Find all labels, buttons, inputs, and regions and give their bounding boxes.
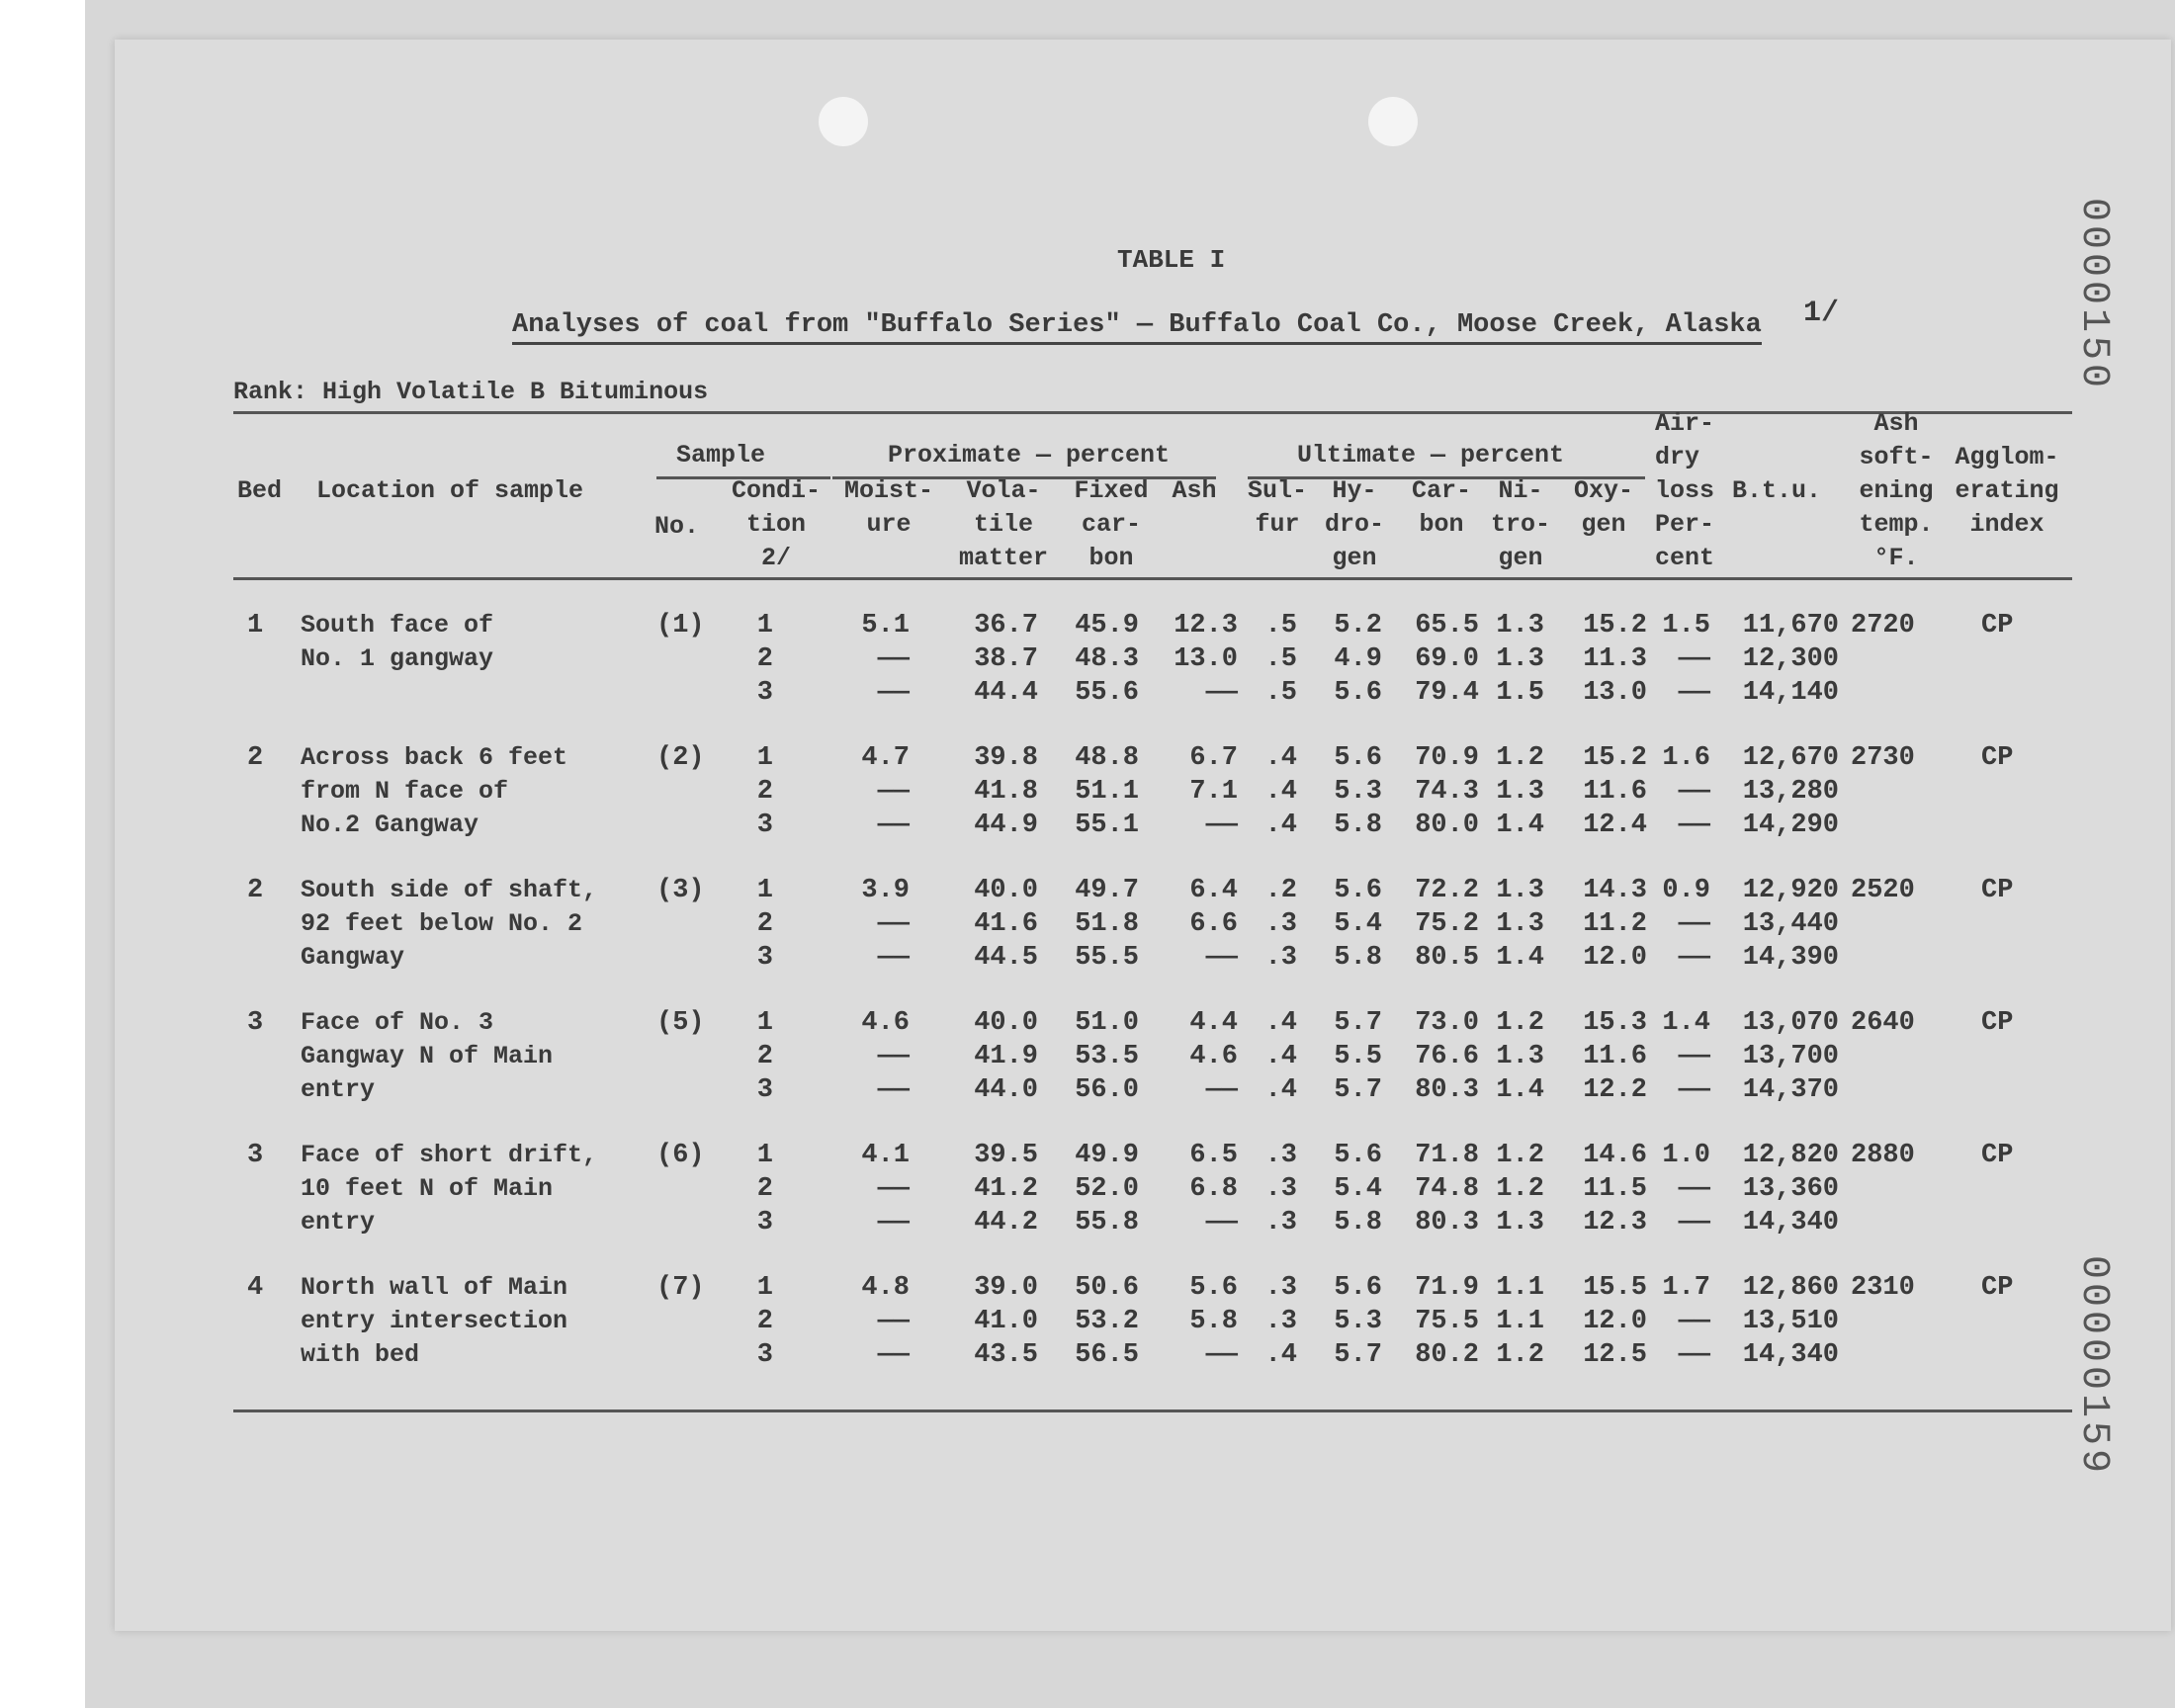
cell-condition: 2: [756, 1174, 773, 1204]
cell-fixed-carbon: 49.7: [1075, 876, 1139, 905]
page-stamp-top: 0000150: [2071, 198, 2116, 392]
cell-fixed-carbon: 55.1: [1075, 811, 1139, 840]
cell-oxygen: 11.6: [1583, 777, 1647, 807]
cell-ash-softening: 2880: [1851, 1141, 1915, 1170]
header-moisture: Moist- ure: [843, 476, 933, 539]
cell-airdry: ——: [1678, 1042, 1710, 1071]
header-oxygen: Oxy- gen: [1573, 476, 1633, 539]
cell-bed: 2: [247, 876, 264, 905]
cell-carbon: 75.2: [1415, 909, 1479, 939]
cell-condition: 1: [756, 1008, 773, 1038]
cell-carbon: 76.6: [1415, 1042, 1479, 1071]
cell-sulfur: .3: [1264, 1141, 1297, 1170]
cell-volatile: 39.5: [974, 1141, 1038, 1170]
cell-fixed-carbon: 48.3: [1075, 644, 1139, 674]
cell-nitrogen: 1.3: [1496, 876, 1544, 905]
cell-condition: 3: [756, 1075, 773, 1105]
cell-nitrogen: 1.4: [1496, 1075, 1544, 1105]
cell-fixed-carbon: 53.5: [1075, 1042, 1139, 1071]
cell-agglomerating: CP: [1981, 611, 2014, 640]
cell-agglomerating: CP: [1981, 1141, 2014, 1170]
cell-airdry: ——: [1678, 1208, 1710, 1238]
cell-nitrogen: 1.2: [1496, 1174, 1544, 1204]
cell-volatile: 36.7: [974, 611, 1038, 640]
cell-ash: 4.6: [1189, 1042, 1238, 1071]
header-ash-softening: Ash soft- ening temp. °F.: [1859, 409, 1934, 572]
cell-airdry: 0.9: [1662, 876, 1710, 905]
cell-oxygen: 15.3: [1583, 1008, 1647, 1038]
cell-volatile: 44.0: [974, 1075, 1038, 1105]
cell-location-line: No.2 Gangway: [301, 811, 479, 839]
cell-ash-softening: 2520: [1851, 876, 1915, 905]
cell-sulfur: .3: [1264, 909, 1297, 939]
cell-ash-softening: 2720: [1851, 611, 1915, 640]
cell-nitrogen: 1.5: [1496, 678, 1544, 708]
cell-btu: 12,860: [1742, 1273, 1839, 1303]
cell-condition: 2: [756, 777, 773, 807]
header-hydrogen: Hy- dro- gen: [1324, 476, 1384, 572]
cell-sulfur: .4: [1264, 777, 1297, 807]
punch-hole: [1368, 97, 1418, 146]
cell-condition: 3: [756, 1208, 773, 1238]
header-volatile: Vola- tile matter: [958, 476, 1048, 572]
cell-sulfur: .3: [1264, 1307, 1297, 1336]
cell-sulfur: .4: [1264, 1340, 1297, 1370]
cell-moisture: ——: [877, 1208, 910, 1238]
cell-btu: 13,280: [1742, 777, 1839, 807]
header-condition: Condi- tion 2/: [731, 476, 821, 572]
cell-sulfur: .4: [1264, 743, 1297, 773]
table-bottom-rule: [233, 1409, 2072, 1412]
rank-label: Rank: High Volatile B Bituminous: [233, 378, 709, 406]
cell-moisture: 5.1: [861, 611, 910, 640]
cell-agglomerating: CP: [1981, 1008, 2014, 1038]
cell-oxygen: 12.0: [1583, 943, 1647, 973]
cell-nitrogen: 1.4: [1496, 811, 1544, 840]
cell-location-line: Face of No. 3: [301, 1008, 494, 1037]
cell-moisture: ——: [877, 777, 910, 807]
cell-ash: 6.6: [1189, 909, 1238, 939]
cell-volatile: 40.0: [974, 1008, 1038, 1038]
cell-location-line: South face of: [301, 611, 494, 640]
cell-hydrogen: 5.6: [1334, 743, 1382, 773]
cell-condition: 1: [756, 743, 773, 773]
cell-btu: 14,370: [1742, 1075, 1839, 1105]
cell-carbon: 75.5: [1415, 1307, 1479, 1336]
cell-ash: 6.5: [1189, 1141, 1238, 1170]
cell-btu: 14,390: [1742, 943, 1839, 973]
cell-ash: 5.6: [1189, 1273, 1238, 1303]
header-top-rule: [233, 411, 2072, 414]
cell-moisture: ——: [877, 1075, 910, 1105]
cell-carbon: 80.5: [1415, 943, 1479, 973]
cell-sample-no: (3): [656, 876, 705, 905]
cell-oxygen: 12.2: [1583, 1075, 1647, 1105]
cell-fixed-carbon: 49.9: [1075, 1141, 1139, 1170]
cell-btu: 13,360: [1742, 1174, 1839, 1204]
cell-fixed-carbon: 53.2: [1075, 1307, 1139, 1336]
cell-bed: 3: [247, 1141, 264, 1170]
cell-oxygen: 14.6: [1583, 1141, 1647, 1170]
cell-volatile: 41.0: [974, 1307, 1038, 1336]
cell-airdry: 1.0: [1662, 1141, 1710, 1170]
cell-ash: 6.4: [1189, 876, 1238, 905]
cell-location-line: entry: [301, 1075, 376, 1104]
cell-hydrogen: 4.9: [1334, 644, 1382, 674]
cell-fixed-carbon: 55.5: [1075, 943, 1139, 973]
cell-nitrogen: 1.2: [1496, 1008, 1544, 1038]
header-airdry: Air- dry loss Per- cent: [1655, 409, 1715, 572]
cell-nitrogen: 1.3: [1496, 1042, 1544, 1071]
cell-moisture: 4.1: [861, 1141, 910, 1170]
cell-bed: 3: [247, 1008, 264, 1038]
cell-carbon: 71.9: [1415, 1273, 1479, 1303]
cell-moisture: ——: [877, 943, 910, 973]
cell-airdry: 1.4: [1662, 1008, 1710, 1038]
table-label: TABLE I: [1117, 245, 1226, 275]
cell-fixed-carbon: 51.8: [1075, 909, 1139, 939]
cell-ash: ——: [1205, 1340, 1238, 1370]
header-proximate-group: Proximate — percent: [888, 441, 1171, 470]
cell-airdry: ——: [1678, 678, 1710, 708]
cell-volatile: 41.2: [974, 1174, 1038, 1204]
scan-margin: [0, 0, 85, 1708]
cell-airdry: ——: [1678, 644, 1710, 674]
table-title: Analyses of coal from "Buffalo Series" — Buffalo Coal Co., Moose Creek, Alaska: [512, 310, 1762, 345]
cell-airdry: 1.6: [1662, 743, 1710, 773]
cell-sulfur: .4: [1264, 811, 1297, 840]
cell-fixed-carbon: 56.5: [1075, 1340, 1139, 1370]
cell-carbon: 70.9: [1415, 743, 1479, 773]
cell-condition: 3: [756, 811, 773, 840]
cell-sample-no: (2): [656, 743, 705, 773]
cell-oxygen: 11.3: [1583, 644, 1647, 674]
cell-ash: 7.1: [1189, 777, 1238, 807]
cell-carbon: 69.0: [1415, 644, 1479, 674]
cell-fixed-carbon: 48.8: [1075, 743, 1139, 773]
cell-moisture: 3.9: [861, 876, 910, 905]
cell-location-line: North wall of Main: [301, 1273, 568, 1302]
cell-volatile: 44.2: [974, 1208, 1038, 1238]
cell-airdry: ——: [1678, 1075, 1710, 1105]
cell-airdry: ——: [1678, 777, 1710, 807]
cell-ash: 13.0: [1174, 644, 1238, 674]
cell-volatile: 41.8: [974, 777, 1038, 807]
cell-airdry: ——: [1678, 943, 1710, 973]
cell-sulfur: .2: [1264, 876, 1297, 905]
cell-oxygen: 12.3: [1583, 1208, 1647, 1238]
header-fixed-carbon: Fixed car- bon: [1074, 476, 1149, 572]
cell-carbon: 73.0: [1415, 1008, 1479, 1038]
cell-carbon: 72.2: [1415, 876, 1479, 905]
cell-volatile: 44.5: [974, 943, 1038, 973]
cell-nitrogen: 1.3: [1496, 611, 1544, 640]
cell-hydrogen: 5.7: [1334, 1340, 1382, 1370]
cell-condition: 3: [756, 943, 773, 973]
cell-sulfur: .4: [1264, 1042, 1297, 1071]
cell-volatile: 38.7: [974, 644, 1038, 674]
cell-sulfur: .4: [1264, 1008, 1297, 1038]
cell-ash-softening: 2640: [1851, 1008, 1915, 1038]
cell-oxygen: 15.2: [1583, 611, 1647, 640]
cell-nitrogen: 1.3: [1496, 644, 1544, 674]
cell-moisture: ——: [877, 1340, 910, 1370]
cell-sulfur: .5: [1264, 678, 1297, 708]
header-sample-no: No.: [654, 512, 700, 541]
cell-volatile: 39.8: [974, 743, 1038, 773]
cell-condition: 1: [756, 611, 773, 640]
cell-location-line: 92 feet below No. 2: [301, 909, 583, 938]
header-bed: Bed: [237, 476, 283, 505]
cell-sample-no: (6): [656, 1141, 705, 1170]
cell-hydrogen: 5.6: [1334, 876, 1382, 905]
cell-bed: 1: [247, 611, 264, 640]
cell-location-line: Gangway N of Main: [301, 1042, 554, 1070]
cell-hydrogen: 5.8: [1334, 943, 1382, 973]
header-carbon: Car- bon: [1411, 476, 1471, 539]
cell-nitrogen: 1.3: [1496, 1208, 1544, 1238]
cell-btu: 13,700: [1742, 1042, 1839, 1071]
cell-airdry: ——: [1678, 811, 1710, 840]
cell-fixed-carbon: 50.6: [1075, 1273, 1139, 1303]
cell-hydrogen: 5.2: [1334, 611, 1382, 640]
cell-moisture: 4.6: [861, 1008, 910, 1038]
cell-volatile: 44.4: [974, 678, 1038, 708]
cell-ash: ——: [1205, 1075, 1238, 1105]
cell-btu: 13,510: [1742, 1307, 1839, 1336]
cell-agglomerating: CP: [1981, 1273, 2014, 1303]
cell-location-line: South side of shaft,: [301, 876, 598, 904]
header-ultimate-group: Ultimate — percent: [1297, 441, 1565, 470]
cell-agglomerating: CP: [1981, 876, 2014, 905]
cell-sulfur: .3: [1264, 1208, 1297, 1238]
cell-condition: 1: [756, 876, 773, 905]
cell-volatile: 41.9: [974, 1042, 1038, 1071]
cell-hydrogen: 5.3: [1334, 1307, 1382, 1336]
cell-oxygen: 11.6: [1583, 1042, 1647, 1071]
header-bottom-rule: [233, 577, 2072, 580]
cell-carbon: 80.2: [1415, 1340, 1479, 1370]
cell-carbon: 80.3: [1415, 1208, 1479, 1238]
cell-condition: 2: [756, 644, 773, 674]
cell-btu: 11,670: [1742, 611, 1839, 640]
cell-oxygen: 12.4: [1583, 811, 1647, 840]
cell-nitrogen: 1.3: [1496, 909, 1544, 939]
cell-ash: 5.8: [1189, 1307, 1238, 1336]
cell-moisture: ——: [877, 909, 910, 939]
cell-agglomerating: CP: [1981, 743, 2014, 773]
cell-condition: 3: [756, 678, 773, 708]
cell-oxygen: 13.0: [1583, 678, 1647, 708]
cell-ash: 6.7: [1189, 743, 1238, 773]
cell-ash-softening: 2730: [1851, 743, 1915, 773]
cell-location-line: Gangway: [301, 943, 405, 972]
header-location: Location of sample: [316, 476, 584, 505]
cell-airdry: ——: [1678, 1174, 1710, 1204]
cell-hydrogen: 5.3: [1334, 777, 1382, 807]
cell-fixed-carbon: 56.0: [1075, 1075, 1139, 1105]
cell-oxygen: 11.5: [1583, 1174, 1647, 1204]
cell-hydrogen: 5.4: [1334, 909, 1382, 939]
cell-fixed-carbon: 52.0: [1075, 1174, 1139, 1204]
title-footnote: 1/: [1803, 297, 1840, 330]
cell-hydrogen: 5.8: [1334, 1208, 1382, 1238]
cell-volatile: 43.5: [974, 1340, 1038, 1370]
cell-btu: 14,140: [1742, 678, 1839, 708]
cell-airdry: ——: [1678, 909, 1710, 939]
cell-location-line: 10 feet N of Main: [301, 1174, 554, 1203]
page-stamp-bottom: 00000159: [2071, 1255, 2116, 1478]
cell-sulfur: .5: [1264, 644, 1297, 674]
cell-carbon: 71.8: [1415, 1141, 1479, 1170]
header-btu: B.t.u.: [1732, 476, 1822, 505]
cell-location-line: No. 1 gangway: [301, 644, 494, 673]
cell-volatile: 40.0: [974, 876, 1038, 905]
cell-fixed-carbon: 55.6: [1075, 678, 1139, 708]
cell-moisture: ——: [877, 644, 910, 674]
cell-hydrogen: 5.6: [1334, 1141, 1382, 1170]
cell-ash: ——: [1205, 811, 1238, 840]
cell-sulfur: .3: [1264, 943, 1297, 973]
cell-btu: 12,300: [1742, 644, 1839, 674]
cell-hydrogen: 5.8: [1334, 811, 1382, 840]
cell-carbon: 79.4: [1415, 678, 1479, 708]
header-ash: Ash: [1172, 476, 1217, 505]
cell-moisture: ——: [877, 678, 910, 708]
cell-btu: 12,820: [1742, 1141, 1839, 1170]
cell-location-line: from N face of: [301, 777, 509, 806]
cell-btu: 14,340: [1742, 1340, 1839, 1370]
cell-sample-no: (5): [656, 1008, 705, 1038]
cell-airdry: ——: [1678, 1307, 1710, 1336]
cell-moisture: 4.8: [861, 1273, 910, 1303]
cell-moisture: 4.7: [861, 743, 910, 773]
cell-location-line: Across back 6 feet: [301, 743, 568, 772]
cell-nitrogen: 1.2: [1496, 743, 1544, 773]
cell-volatile: 39.0: [974, 1273, 1038, 1303]
cell-btu: 14,290: [1742, 811, 1839, 840]
cell-condition: 1: [756, 1141, 773, 1170]
cell-sample-no: (1): [656, 611, 705, 640]
cell-oxygen: 11.2: [1583, 909, 1647, 939]
cell-ash: ——: [1205, 678, 1238, 708]
cell-oxygen: 12.0: [1583, 1307, 1647, 1336]
cell-sulfur: .5: [1264, 611, 1297, 640]
cell-nitrogen: 1.4: [1496, 943, 1544, 973]
cell-nitrogen: 1.2: [1496, 1340, 1544, 1370]
cell-nitrogen: 1.1: [1496, 1273, 1544, 1303]
cell-hydrogen: 5.6: [1334, 678, 1382, 708]
cell-nitrogen: 1.2: [1496, 1141, 1544, 1170]
cell-hydrogen: 5.5: [1334, 1042, 1382, 1071]
cell-condition: 2: [756, 1042, 773, 1071]
cell-hydrogen: 5.7: [1334, 1075, 1382, 1105]
cell-ash: 4.4: [1189, 1008, 1238, 1038]
cell-carbon: 74.8: [1415, 1174, 1479, 1204]
header-nitrogen: Ni- tro- gen: [1490, 476, 1550, 572]
cell-ash-softening: 2310: [1851, 1273, 1915, 1303]
cell-hydrogen: 5.6: [1334, 1273, 1382, 1303]
cell-btu: 12,670: [1742, 743, 1839, 773]
cell-carbon: 74.3: [1415, 777, 1479, 807]
cell-sulfur: .4: [1264, 1075, 1297, 1105]
cell-moisture: ——: [877, 811, 910, 840]
cell-moisture: ——: [877, 1042, 910, 1071]
cell-nitrogen: 1.1: [1496, 1307, 1544, 1336]
header-sample-group: Sample: [676, 441, 766, 470]
cell-bed: 2: [247, 743, 264, 773]
cell-carbon: 65.5: [1415, 611, 1479, 640]
cell-hydrogen: 5.4: [1334, 1174, 1382, 1204]
cell-ash: 12.3: [1174, 611, 1238, 640]
cell-condition: 3: [756, 1340, 773, 1370]
cell-carbon: 80.0: [1415, 811, 1479, 840]
cell-airdry: 1.7: [1662, 1273, 1710, 1303]
cell-ash: 6.8: [1189, 1174, 1238, 1204]
cell-ash: ——: [1205, 943, 1238, 973]
cell-btu: 13,070: [1742, 1008, 1839, 1038]
cell-location-line: entry intersection: [301, 1307, 568, 1335]
cell-carbon: 80.3: [1415, 1075, 1479, 1105]
cell-condition: 2: [756, 909, 773, 939]
cell-oxygen: 15.2: [1583, 743, 1647, 773]
cell-airdry: 1.5: [1662, 611, 1710, 640]
cell-btu: 14,340: [1742, 1208, 1839, 1238]
header-agglomerating: Agglom- erating index: [1955, 443, 2059, 539]
cell-sulfur: .3: [1264, 1174, 1297, 1204]
punch-hole: [819, 97, 868, 146]
cell-nitrogen: 1.3: [1496, 777, 1544, 807]
cell-fixed-carbon: 55.8: [1075, 1208, 1139, 1238]
cell-bed: 4: [247, 1273, 264, 1303]
cell-sulfur: .3: [1264, 1273, 1297, 1303]
cell-btu: 13,440: [1742, 909, 1839, 939]
cell-btu: 12,920: [1742, 876, 1839, 905]
cell-volatile: 41.6: [974, 909, 1038, 939]
cell-fixed-carbon: 45.9: [1075, 611, 1139, 640]
cell-location-line: Face of short drift,: [301, 1141, 598, 1169]
cell-location-line: with bed: [301, 1340, 420, 1369]
cell-condition: 1: [756, 1273, 773, 1303]
cell-moisture: ——: [877, 1307, 910, 1336]
cell-ash: ——: [1205, 1208, 1238, 1238]
cell-fixed-carbon: 51.0: [1075, 1008, 1139, 1038]
cell-fixed-carbon: 51.1: [1075, 777, 1139, 807]
cell-airdry: ——: [1678, 1340, 1710, 1370]
cell-moisture: ——: [877, 1174, 910, 1204]
cell-hydrogen: 5.7: [1334, 1008, 1382, 1038]
cell-condition: 2: [756, 1307, 773, 1336]
header-sulfur: Sul- fur: [1247, 476, 1307, 539]
cell-location-line: entry: [301, 1208, 376, 1237]
cell-volatile: 44.9: [974, 811, 1038, 840]
cell-oxygen: 12.5: [1583, 1340, 1647, 1370]
cell-oxygen: 14.3: [1583, 876, 1647, 905]
cell-sample-no: (7): [656, 1273, 705, 1303]
cell-oxygen: 15.5: [1583, 1273, 1647, 1303]
